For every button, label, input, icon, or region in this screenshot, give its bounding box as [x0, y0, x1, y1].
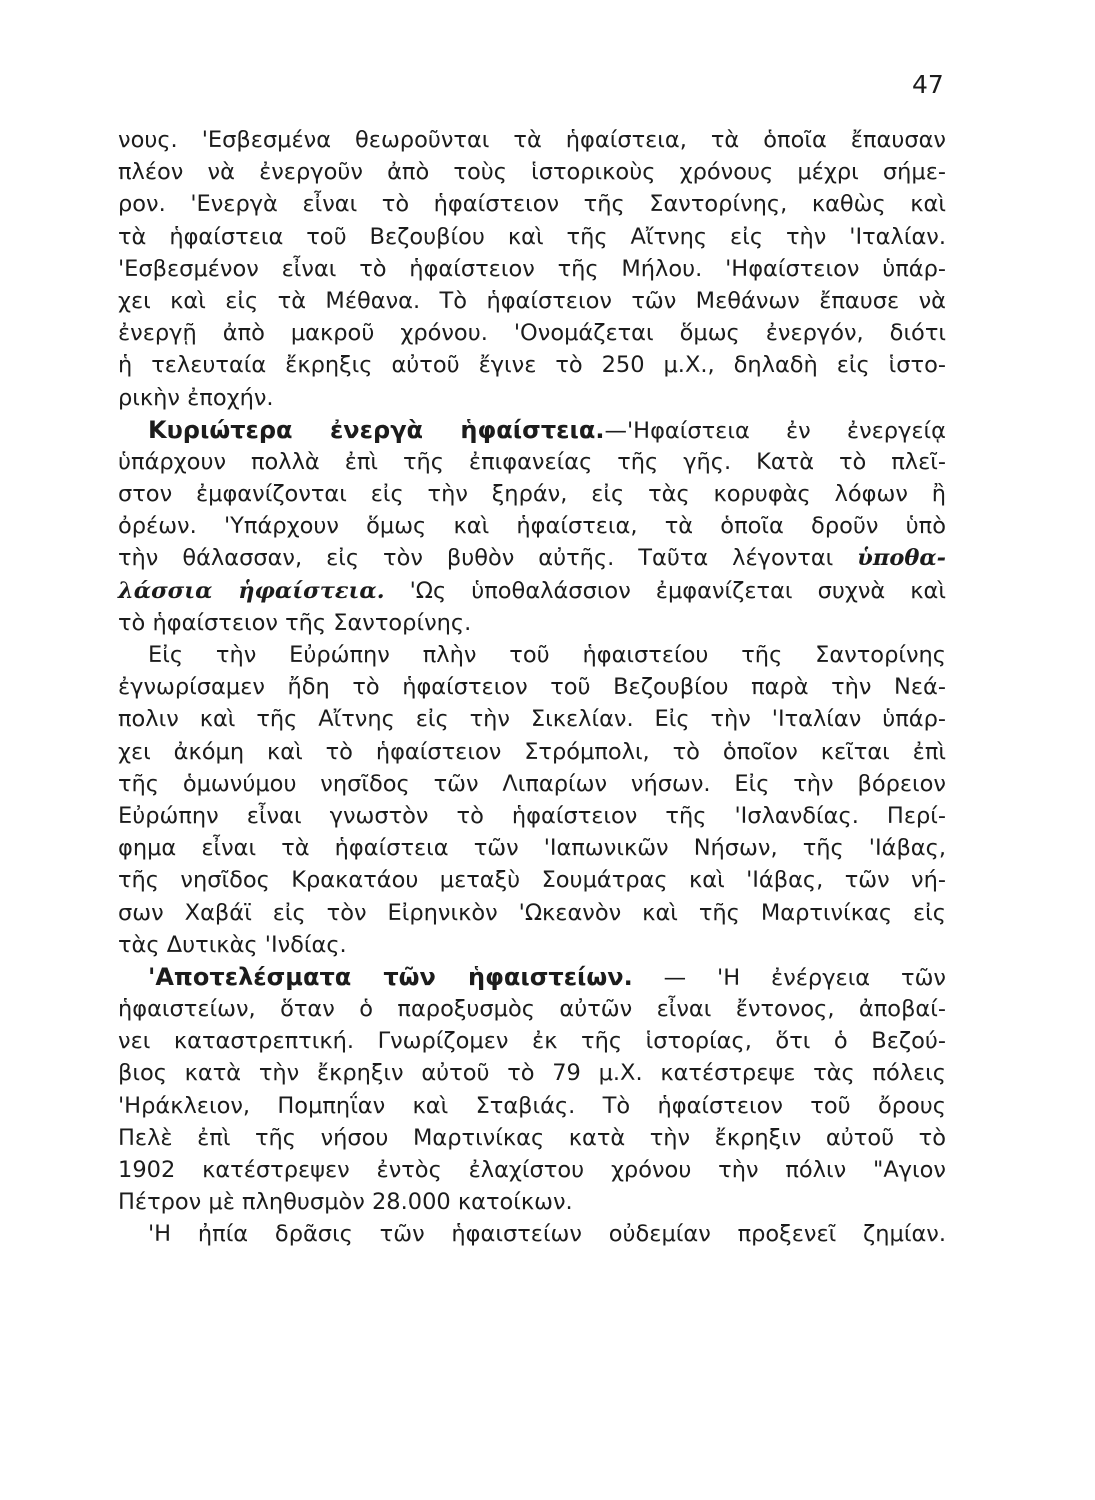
paragraph-extinct-volcanoes — [118, 124, 946, 414]
text-line: Εὐρώπην εἶναι γνωστὸν τὸ ἡφαίστειον τῆς 'Ισλανδίας. Περί- — [118, 802, 946, 829]
text-line: 'Η ἠπία δρᾶσις τῶν ἡφαιστείων οὐδεμίαν προξενεῖ ζημίαν. — [148, 1221, 946, 1248]
text-run: 'Ως ὑποθαλάσσιον ἐμφανίζεται συχνὰ καὶ — [384, 577, 946, 604]
text-line: Εἰς τὴν Εὐρώπην πλὴν τοῦ ἡφαιστείου τῆς Σαντορίνης — [148, 642, 946, 668]
text-line: βιος κατὰ τὴν ἔκρηξιν αὐτοῦ τὸ 79 μ.Χ. κατέστρεψε τὰς πόλεις — [118, 1060, 946, 1087]
text-line: τὸ ἡφαίστειον τῆς Σαντορίνης. — [118, 609, 472, 636]
text-line: ὀρέων. 'Υπάρχουν ὅμως καὶ ἡφαίστεια, τὰ ὁποῖα δροῦν ὑπὸ — [118, 513, 946, 540]
text-line: Πελὲ ἐπὶ τῆς νήσου Μαρτινίκας κατὰ τὴν ἔκρηξιν αὐτοῦ τὸ — [118, 1124, 946, 1151]
text-line — [118, 961, 946, 993]
text-run: τὴν θάλασσαν, εἰς τὸν βυθὸν αὐτῆς. Ταῦτα λέγονται — [118, 545, 834, 572]
text-line: πλέον νὰ ἐνεργοῦν ἀπὸ τοὺς ἱστορικοὺς χρόνους μέχρι σήμε- — [118, 159, 946, 186]
text-line: νους. 'Εσβεσμένα θεωροῦνται τὰ ἡφαίστεια, τὰ ὁποῖα ἔπαυσαν — [118, 127, 946, 153]
text-line: ὑπάρχουν πολλὰ ἐπὶ τῆς ἐπιφανείας τῆς γῆς. Κατὰ τὸ πλεῖ- — [118, 448, 946, 475]
text-line: φημα εἶναι τὰ ἡφαίστεια τῶν 'Ιαπωνικῶν Νήσων, τῆς 'Ιάβας, — [118, 835, 946, 862]
text-line — [118, 575, 946, 607]
text-line: 'Εσβεσμένον εἶναι τὸ ἡφαίστειον τῆς Μήλου. 'Ηφαίστειον ὑπάρ- — [118, 255, 946, 282]
term-submarine-volcanoes: λάσσια ἡφαίστεια. — [118, 577, 385, 604]
paragraph-mild-activity — [118, 1218, 946, 1250]
text-line: ρον. 'Ενεργὰ εἶναι τὸ ἡφαίστειον τῆς Σαντορίνης, καθὼς καὶ — [118, 191, 946, 218]
paragraph-active-volcanoes — [118, 414, 946, 639]
text-line: νει καταστρεπτική. Γνωρίζομεν ἐκ τῆς ἱστορίας, ὅτι ὁ Βεζού- — [118, 1028, 946, 1055]
text-run: — 'Η ἐνέργεια τῶν — [632, 964, 946, 991]
text-line: σων Χαβάϊ εἰς τὸν Εἰρηνικὸν 'Ωκεανὸν καὶ τῆς Μαρτινίκας εἰς — [118, 899, 946, 926]
section-heading-active-volcanoes: Κυριώτερα ἐνεργὰ ἡφαίστεια. — [148, 415, 605, 444]
text-line: τῆς ὁμωνύμου νησῖδος τῶν Λιπαρίων νήσων. Εἰς τὴν βόρειον — [118, 770, 946, 797]
text-line: χει ἀκόμη καὶ τὸ ἡφαίστειον Στρόμπολι, τὸ ὁποῖον κεῖται ἐπὶ — [118, 738, 946, 765]
paragraph-volcano-effects — [118, 961, 946, 1219]
text-line: 1902 κατέστρεψεν ἐντὸς ἐλαχίστου χρόνου τὴν πόλιν "Αγιον — [118, 1157, 946, 1183]
text-line: πολιν καὶ τῆς Αἴτνης εἰς τὴν Σικελίαν. Εἰς τὴν 'Ιταλίαν ὑπάρ- — [118, 706, 946, 733]
text-line: ἡ τελευταία ἔκρηξις αὐτοῦ ἔγινε τὸ 250 μ.Χ., δηλαδὴ εἰς ἱστο- — [118, 352, 946, 379]
text-line — [118, 414, 946, 446]
text-line: στον ἐμφανίζονται εἰς τὴν ξηράν, εἰς τὰς κορυφὰς λόφων ἢ — [118, 481, 946, 508]
paragraph-european-volcanoes — [118, 639, 946, 961]
text-line — [118, 542, 946, 574]
text-line: ἡφαιστείων, ὅταν ὁ παροξυσμὸς αὐτῶν εἶναι ἔντονος, ἀποβαί- — [118, 996, 946, 1023]
text-line: χει καὶ εἰς τὰ Μέθανα. Τὸ ἡφαίστειον τῶν Μεθάνων ἔπαυσε νὰ — [118, 287, 946, 314]
text-line: τὰ ἡφαίστεια τοῦ Βεζουβίου καὶ τῆς Αἴτνης εἰς τὴν 'Ιταλίαν. — [118, 223, 946, 250]
text-line: τῆς νησῖδος Κρακατάου μεταξὺ Σουμάτρας καὶ 'Ιάβας, τῶν νή- — [118, 867, 946, 894]
text-line: 'Ηράκλειον, Πομπηΐαν καὶ Σταβιάς. Τὸ ἡφαίστειον τοῦ ὄρους — [118, 1092, 946, 1119]
text-line: ἐγνωρίσαμεν ἤδη τὸ ἡφαίστειον τοῦ Βεζουβίου παρὰ τὴν Νεά- — [118, 674, 946, 701]
section-heading-volcano-effects: 'Αποτελέσματα τῶν ἡφαιστείων. — [148, 962, 633, 991]
page-number: 47 — [912, 70, 944, 99]
text-line: ἐνεργῇ ἀπὸ μακροῦ χρόνου. 'Ονομάζεται ὅμως ἐνεργόν, διότι — [118, 320, 946, 347]
text-run: —'Ηφαίστεια ἐν ἐνεργείᾳ — [604, 417, 947, 444]
term-submarine-volcanoes: ὑποθα- — [857, 545, 946, 572]
text-line: Πέτρον μὲ πληθυσμὸν 28.000 κατοίκων. — [118, 1189, 573, 1216]
text-line: τὰς Δυτικὰς 'Ινδίας. — [118, 931, 347, 958]
text-line: ρικὴν ἐποχήν. — [118, 384, 274, 411]
body-text — [118, 124, 946, 1251]
